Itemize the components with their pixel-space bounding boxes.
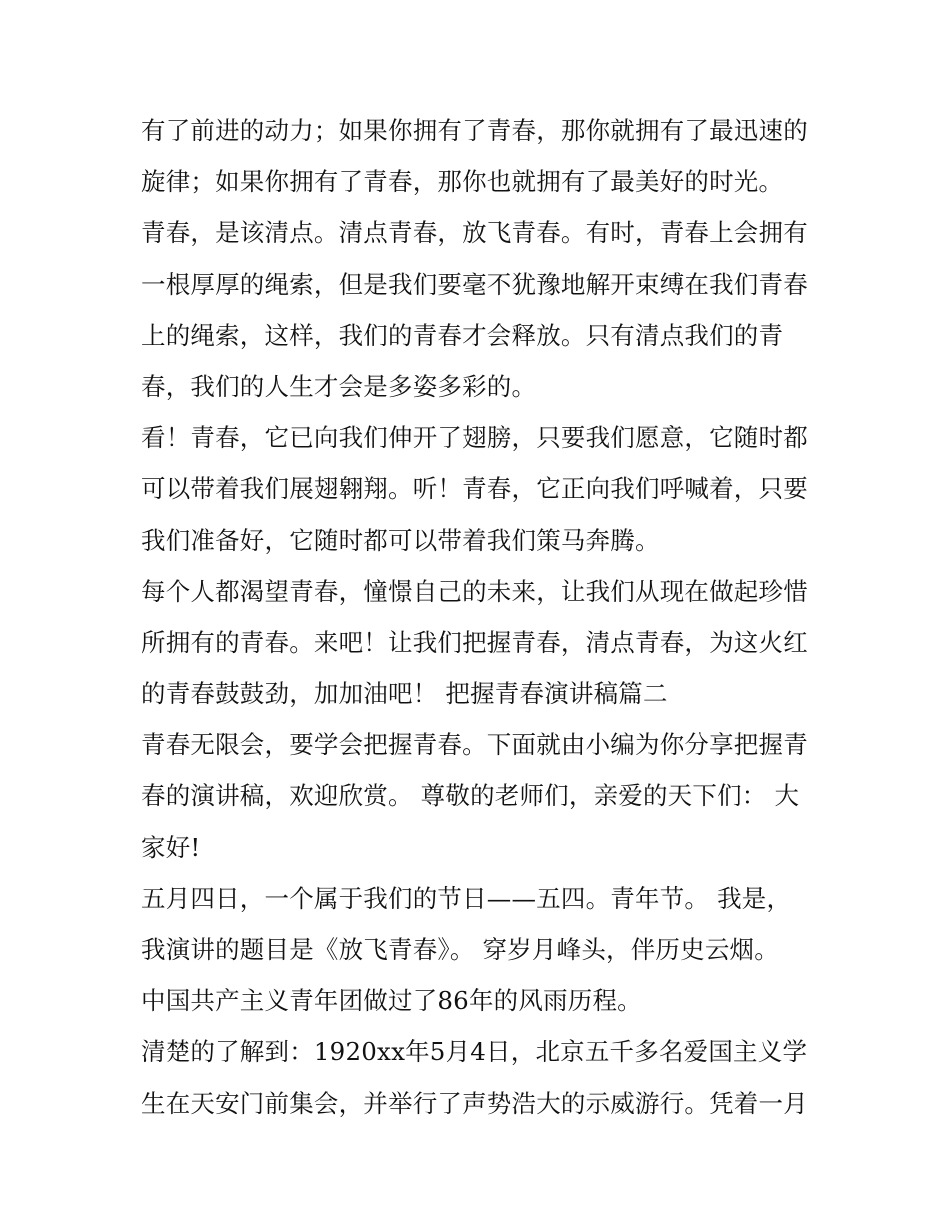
text-line: 清楚的了解到：1920xx年5月4日，北京五千多名爱国主义学 bbox=[141, 1037, 808, 1067]
text-line: 五月四日，一个属于我们的节日——五四。青年节。 我是， bbox=[141, 883, 792, 913]
text-line: 所拥有的青春。来吧！让我们把握青春，清点青春，为这火红 bbox=[141, 627, 808, 657]
text-line: 生在天安门前集会，并举行了声势浩大的示威游行。凭着一月 bbox=[141, 1088, 808, 1118]
text-line: 我演讲的题目是《放飞青春》。 穿岁月峰头，伴历史云烟。 bbox=[141, 935, 779, 964]
text-line: 旋律；如果你拥有了青春，那你也就拥有了最美好的时光。 bbox=[141, 167, 784, 197]
text-line: 的青春鼓鼓劲，加加油吧！ 把握青春演讲稿篇二 bbox=[141, 679, 668, 709]
text-line: 一根厚厚的绳索，但是我们要毫不犹豫地解开束缚在我们青春 bbox=[141, 269, 808, 299]
text-line: 上的绳索，这样，我们的青春才会释放。只有清点我们的青 bbox=[141, 320, 784, 350]
text-line: 有了前进的动力；如果你拥有了青春，那你就拥有了最迅速的 bbox=[141, 116, 808, 145]
text-line: 家好! bbox=[141, 832, 201, 862]
text-line: 青春，是该清点。清点青春，放飞青春。有时，青春上会拥有 bbox=[141, 218, 808, 248]
text-line: 春的演讲稿，欢迎欣赏。 尊敬的老师们，亲爱的天下们： 大 bbox=[141, 781, 800, 811]
text-line: 中国共产主义青年团做过了86年的风雨历程。 bbox=[141, 986, 642, 1016]
text-line: 可以带着我们展翅翱翔。听！青春，它正向我们呼喊着，只要 bbox=[141, 474, 808, 504]
text-line: 看！青春，它已向我们伸开了翅膀，只要我们愿意，它随时都 bbox=[141, 423, 808, 453]
text-line: 我们准备好，它随时都可以带着我们策马奔腾。 bbox=[141, 525, 660, 555]
document-body bbox=[141, 105, 821, 1129]
text-line: 春，我们的人生才会是多姿多彩的。 bbox=[141, 371, 537, 401]
text-line: 青春无限会，要学会把握青春。下面就由小编为你分享把握青 bbox=[141, 730, 808, 760]
text-line: 每个人都渴望青春，憧憬自己的未来，让我们从现在做起珍惜 bbox=[141, 576, 808, 606]
